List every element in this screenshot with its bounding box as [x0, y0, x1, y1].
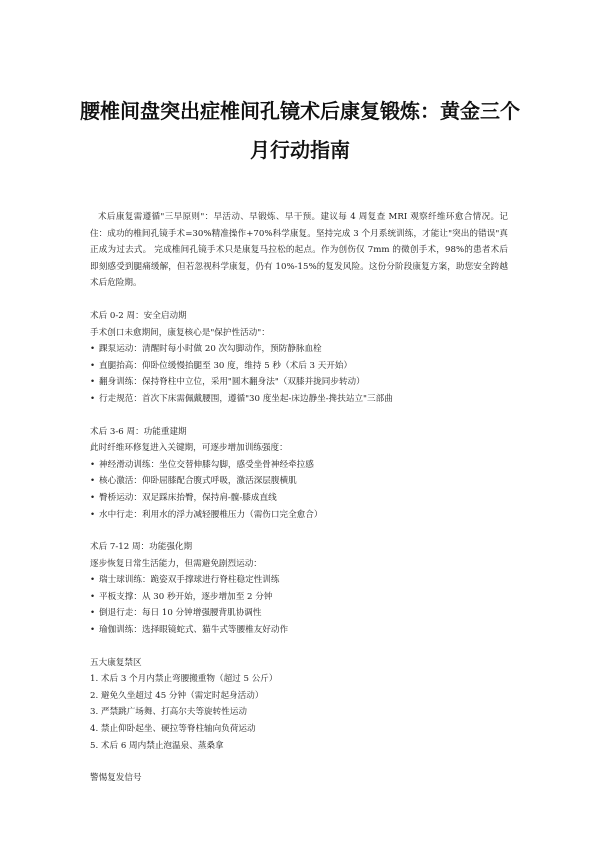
section-heading: 五大康复禁区 [90, 657, 142, 668]
bullet-item: • 水中行走：利用水的浮力减轻腰椎压力（需伤口完全愈合） [90, 507, 508, 524]
bullet-item: • 平板支撑：从 30 秒开始，逐步增加至 2 分钟 [90, 589, 508, 606]
intro-paragraph: 术后康复需遵循"三早原则"：早活动、早锻炼、早干预。建议每 4 周复查 MRI 观察纤维环愈合情况。记住：成功的椎间孔镜手术=30%精准操作+70%科学康复。坚持完成 3 个月系统训练，才能让"突出的错误"真正成为过去式。 完成椎间孔镜手术只是康复马拉松的起点。作为创伤仅 7mm 的微创手术，98%的患者术后即刻感受到腿痛缓解，但若忽视科学康复，仍有 10%-15%的复发风险。这份分阶段康复方案，助您安全跨越术后危险期。 [90, 212, 508, 289]
section-weeks-3-6 [90, 424, 508, 524]
bullet-item: • 核心激活：仰卧屈膝配合腹式呼吸，激活深层腹横肌 [90, 473, 508, 490]
bullet-item: • 瑜伽训练：选择眼镜蛇式、猫牛式等腰椎友好动作 [90, 622, 508, 639]
section-weeks-7-12 [90, 539, 508, 639]
section-heading: 警惕复发信号 [90, 773, 142, 784]
section-lead: 此时纤维环修复进入关键期，可逐步增加训练强度： [90, 443, 288, 454]
document-body [90, 209, 508, 803]
section-heading: 术后 7-12 周：功能强化期 [90, 542, 193, 553]
document-title: 腰椎间盘突出症椎间孔镜术后康复锻炼：黄金三个月行动指南 [80, 99, 520, 162]
bullet-item: • 踝泵运动：清醒时每小时做 20 次勾脚动作，预防静脉血栓 [90, 341, 508, 358]
bullet-item: • 行走规范：首次下床需佩戴腰围，遵循"30 度坐起-床边静坐-搀扶站立"三部曲 [90, 391, 508, 408]
numbered-item: 4. 禁止仰卧起坐、硬拉等脊柱轴向负荷运动 [90, 724, 256, 735]
section-heading: 术后 0-2 周：安全启动期 [90, 310, 187, 321]
section-heading: 术后 3-6 周：功能重建期 [90, 426, 187, 437]
bullet-item: • 臀桥运动：双足踩床抬臀，保持肩-髋-膝成直线 [90, 490, 508, 507]
numbered-item: 5. 术后 6 周内禁止泡温泉、蒸桑拿 [90, 740, 224, 751]
bullet-item: • 翻身训练：保持脊柱中立位，采用"圆木翻身法"（双膝并拢同步转动） [90, 374, 508, 391]
section-relapse-signals [90, 770, 508, 787]
bullet-item: • 瑞士球训练：跪姿双手撑球进行脊柱稳定性训练 [90, 572, 508, 589]
section-lead: 手术创口未愈期间，康复核心是"保护性活动"： [90, 327, 270, 338]
bullet-item: • 倒退行走：每日 10 分钟增强腰背肌协调性 [90, 605, 508, 622]
section-prohibitions [90, 655, 508, 755]
bullet-item: • 神经滑动训练：坐位交替伸膝勾脚，感受坐骨神经牵拉感 [90, 457, 508, 474]
numbered-item: 1. 术后 3 个月内禁止弯腰搬重物（超过 5 公斤） [90, 674, 278, 685]
numbered-item: 3. 严禁跳广场舞、打高尔夫等旋转性运动 [90, 707, 248, 718]
bullet-item: • 直腿抬高：仰卧位缓慢抬腿至 30 度，维持 5 秒（术后 3 天开始） [90, 358, 508, 375]
section-weeks-0-2 [90, 308, 508, 408]
section-lead: 逐步恢复日常生活能力，但需避免剧烈运动： [90, 558, 262, 569]
numbered-item: 2. 避免久坐超过 45 分钟（需定时起身活动） [90, 690, 264, 701]
